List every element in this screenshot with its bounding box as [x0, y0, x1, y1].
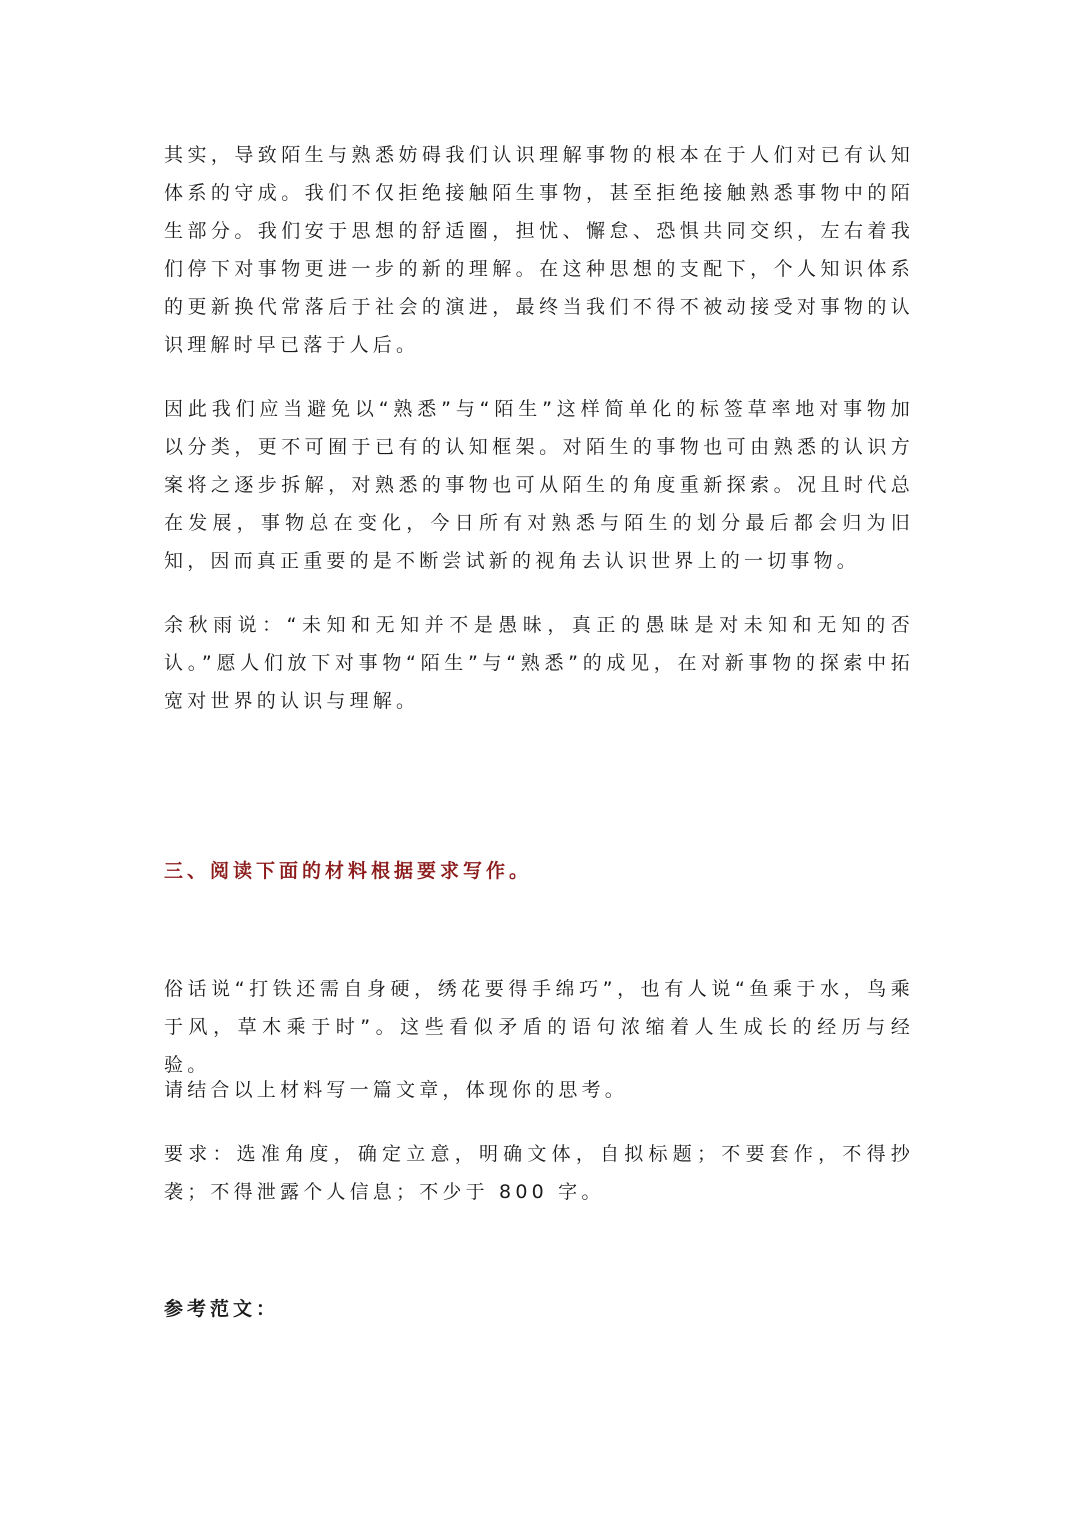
paragraph-text: 请结合以上材料写一篇文章，体现你的思考。: [164, 1079, 629, 1101]
paragraph-text: 俗话说“打铁还需自身硬，绣花要得手绵巧”，也有人说“鱼乘于水，鸟乘于风，草木乘于时”。这些看似矛盾的语句浓缩着人生成长的经历与经验。: [164, 978, 914, 1076]
requirements-paragraph: [164, 1135, 914, 1211]
paragraph-text: 因此我们应当避免以“熟悉”与“陌生”这样简单化的标签草率地对事物加以分类，更不可囿于已有的认知框架。对陌生的事物也可由熟悉的认识方案将之逐步拆解，对熟悉的事物也可从陌生的角度重新探索。况且时代总在发展，事物总在变化，今日所有对熟悉与陌生的划分最后都会归为旧知，因而真正重要的是不断尝试新的视角去认识世界上的一切事物。: [164, 398, 914, 572]
material-paragraph: [164, 970, 914, 1084]
section-heading: [164, 852, 914, 890]
paragraph-text: 余秋雨说：“未知和无知并不是愚昧，真正的愚昧是对未知和无知的否认。”愿人们放下对事物“陌生”与“熟悉”的成见，在对新事物的探索中拓宽对世界的认识与理解。: [164, 614, 914, 712]
essay-paragraph-2: [164, 390, 914, 580]
reference-heading-text: 参考范文：: [164, 1298, 280, 1320]
paragraph-text: 要求：选准角度，确定立意，明确文体，自拟标题；不要套作，不得抄袭；不得泄露个人信息；不少于 800 字。: [164, 1143, 914, 1203]
essay-paragraph-3: [164, 606, 914, 720]
instruction-paragraph: [164, 1071, 914, 1109]
section-heading-text: 三、阅读下面的材料根据要求写作。: [164, 860, 533, 882]
essay-paragraph-1: [164, 136, 914, 364]
reference-heading: [164, 1290, 914, 1328]
paragraph-text: 其实，导致陌生与熟悉妨碍我们认识理解事物的根本在于人们对已有认知体系的守成。我们不仅拒绝接触陌生事物，甚至拒绝接触熟悉事物中的陌生部分。我们安于思想的舒适圈，担忧、懈怠、恐惧共同交织，左右着我们停下对事物更进一步的新的理解。在这种思想的支配下，个人知识体系的更新换代常落后于社会的演进，最终当我们不得不被动接受对事物的认识理解时早已落于人后。: [164, 144, 914, 356]
